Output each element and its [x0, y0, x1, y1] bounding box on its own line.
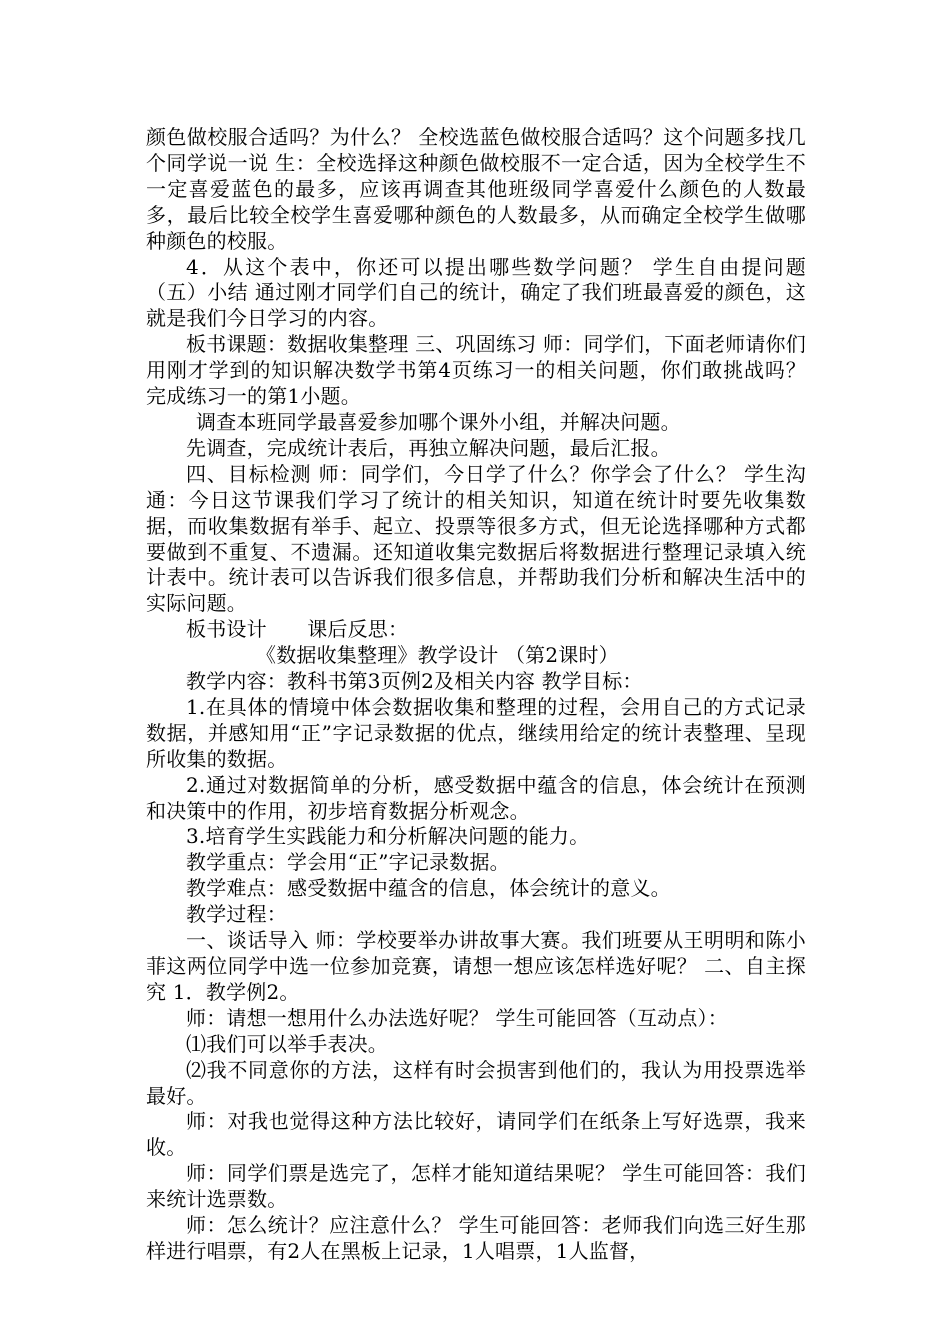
paragraph: 板书课题：数据收集整理 三、巩固练习 师：同学们，下面老师请你们用刚才学到的知识解决数学书第4页练习一的相关问题，你们敢挑战吗？ 完成练习一的第1小题。: [146, 332, 806, 409]
paragraph: 师：请想一想用什么办法选好呢？ 学生可能回答（互动点）：: [186, 1005, 728, 1030]
paragraph: 1.在具体的情境中体会数据收集和整理的过程，会用自己的方式记录数据，并感知用“正”字记录数据的优点，继续用给定的统计表整理、呈现所收集的数据。: [146, 694, 806, 771]
paragraph: 4．从这个表中，你还可以提出哪些数学问题？ 学生自由提问题 （五）小结 通过刚才同学们自己的统计，确定了我们班最喜爱的颜色，这就是我们今日学习的内容。: [146, 254, 806, 331]
paragraph: 师：对我也觉得这种方法比较好，请同学们在纸条上写好选票，我来收。: [146, 1109, 806, 1160]
paragraph: 教学过程：: [186, 902, 287, 927]
paragraph: 师：怎么统计？应注意什么？ 学生可能回答：老师我们向选三好生那样进行唱票，有2人在黑板上记录，1人唱票，1人监督，: [146, 1213, 806, 1263]
paragraph: 3.培育学生实践能力和分析解决问题的能力。: [186, 824, 590, 849]
paragraph: 2.通过对数据简单的分析，感受数据中蕴含的信息，体会统计在预测和决策中的作用，初步培育数据分析观念。: [146, 772, 806, 823]
paragraph: 师：同学们票是选完了，怎样才能知道结果呢？ 学生可能回答：我们来统计选票数。: [146, 1161, 806, 1212]
paragraph: ⑴我们可以举手表决。: [186, 1031, 388, 1056]
paragraph: ⑵我不同意你的方法，这样有时会损害到他们的，我认为用投票选举最好。: [146, 1057, 806, 1108]
paragraph: 教学重点：学会用“正”字记录数据。: [186, 850, 510, 875]
paragraph: 四、目标检测 师：同学们，今日学了什么？你学会了什么？ 学生沟通：今日这节课我们学习了统计的相关知识，知道在统计时要先收集数据，而收集数据有举手、起立、投票等很多方式，但无论选择哪种方式都要做到不重复、不遗漏。还知道收集完数据后将数据进行整理记录填入统计表中。统计表可以告诉我们很多信息，并帮助我们分析和解决生活中的实际问题。: [146, 461, 806, 616]
paragraph: 一、谈话导入 师：学校要举办讲故事大赛。我们班要从王明明和陈小菲这两位同学中选一位参加竞赛，请想一想应该怎样选好呢？ 二、自主探究 1．教学例2。: [146, 928, 806, 1004]
paragraph: 先调查，完成统计表后，再独立解决问题，最后汇报。: [186, 435, 671, 460]
section-title: 《数据收集整理》教学设计 （第2课时）: [256, 643, 619, 668]
paragraph: 颜色做校服合适吗？为什么？ 全校选蓝色做校服合适吗？这个问题多找几个同学说一说 生：全校选择这种颜色做校服不一定合适，因为全校学生不一定喜爱蓝色的最多，应该再调查其他班级同学喜爱什么颜色的人数最多，最后比较全校学生喜爱哪种颜色的人数最多，从而确定全校学生做哪种颜色的校服。: [146, 125, 806, 253]
paragraph: 调查本班同学最喜爱参加哪个课外小组，并解决问题。: [196, 409, 681, 434]
document-body: [146, 125, 806, 1265]
paragraph: 教学内容：教科书第3页例2及相关内容 教学目标：: [186, 669, 643, 694]
paragraph: 教学难点：感受数据中蕴含的信息，体会统计的意义。: [186, 876, 671, 901]
paragraph: 板书设计 课后反思：: [186, 617, 409, 642]
